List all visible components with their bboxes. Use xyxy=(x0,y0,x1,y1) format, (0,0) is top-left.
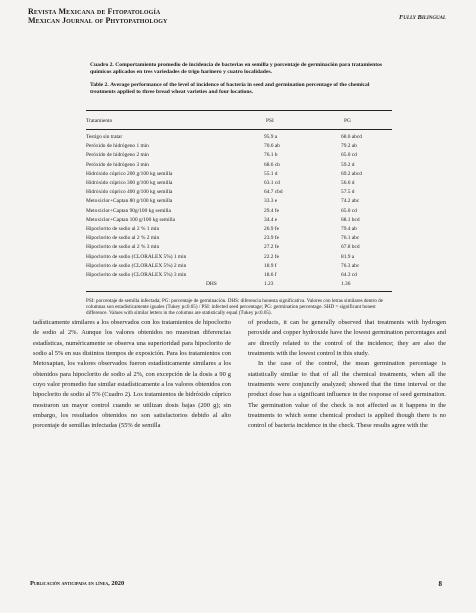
cell-psi: 26.9 fe xyxy=(264,226,279,232)
cell-psi: 33.3 e xyxy=(264,198,278,205)
cell-psi: 55.1 d xyxy=(264,170,278,177)
cell-treatment: Hidróxido cúprico 300 g/100 kg semilla xyxy=(86,180,173,186)
cell-treatment: Hidróxido cúprico 400 g/100 kg semilla xyxy=(86,189,173,196)
cell-pg: 57.5 d xyxy=(341,189,355,196)
cell-pg: 1.36 xyxy=(341,281,351,288)
cell-treatment: Peróxido de hidrógeno 3 min xyxy=(86,161,149,168)
running-head: Fully Bilingual xyxy=(398,14,446,21)
table-row xyxy=(86,254,392,261)
cell-pg: 81.9 a xyxy=(341,253,355,260)
cell-psi: 34.4 e xyxy=(264,216,278,223)
table-footnote xyxy=(86,298,394,316)
cell-treatment: Hipoclorito de sodio al 2 % 2 min xyxy=(86,235,160,242)
cell-pg: 68.6 abcd xyxy=(341,134,362,140)
cell-psi: 1.23 xyxy=(264,281,274,288)
table-row xyxy=(86,198,392,205)
cell-treatment: Hipoclorito de sodio (CLORALEX 5%) 1 min xyxy=(86,253,187,260)
table-row xyxy=(86,235,392,242)
table-header-row xyxy=(86,118,392,128)
table-row xyxy=(86,152,392,159)
cell-psi: 68.6 cb xyxy=(264,161,280,168)
cell-treatment: Hidróxido cúprico 200 g/100 kg semilla xyxy=(86,170,173,177)
table-row-dhs xyxy=(86,281,392,288)
cell-psi: 64.7 cbd xyxy=(264,189,283,196)
cell-pg: 69.2 abcd xyxy=(341,170,362,177)
table-caption-en xyxy=(90,82,390,95)
table-row xyxy=(86,162,392,169)
cell-psi: 18.6 f xyxy=(264,272,277,278)
journal-title-es: Revista Mexicana de Fitopatología xyxy=(28,7,161,16)
cell-treatment: Peróxido de hidrógeno 2 min xyxy=(86,152,149,159)
cell-pg: 68.1 bcd xyxy=(341,216,360,223)
cell-psi: 27.2 fe xyxy=(264,244,279,251)
cell-pg: 76.3 abc xyxy=(341,262,360,269)
table-row xyxy=(86,143,392,150)
footer-publication: Publicación anticipada en línea, 2020 xyxy=(30,580,125,587)
cell-treatment: Metoxiclor+Captan 80 g/100 kg semilla xyxy=(86,198,173,205)
footnote-es: PSI: porcentaje de semilla infectada; PG: porcentaje de germinación. DHS: diferencia honesta significativa. Valores con letras similares dentro de columnas son estadísticamente iguales (Tukey p≤0.05) xyxy=(86,298,383,311)
header-psi: PSI xyxy=(266,118,274,124)
cell-pg: 65.0 cd xyxy=(341,152,357,159)
cell-treatment: Hipoclorito de sodio (CLORALEX 5%) 3 min xyxy=(86,272,187,278)
cell-pg: 65.0 cd xyxy=(341,207,357,214)
journal-title-en: Mexican Journal of Phytopathology xyxy=(28,16,168,25)
body-column-left xyxy=(33,318,231,432)
journal-header xyxy=(28,7,167,25)
cell-treatment: Peróxido de hidrógeno 1 min xyxy=(86,143,149,150)
body-paragraph-right-2: In the case of the control, the mean germination percentage is statistically similar to that of all the chemical treatments, when all the treatments were conjunctly analyzed; showed that the time interval or the product dose has a significant influence in the response of seed germination. The germination value of the check is not affected as it happens in the treatments to which some chemical product is applied though there is no control of bacteria incidence in the check. These results agree with the xyxy=(248,360,446,430)
cell-psi: 23.9 fe xyxy=(264,235,279,242)
caption-label-es: Cuadro 2. xyxy=(90,62,114,68)
cell-treatment: Metoxiclor+Captan 90g/100 kg semilla xyxy=(86,207,171,214)
header-pg: PG xyxy=(344,118,351,124)
table-bottom-rule xyxy=(86,291,392,292)
caption-text-en: Average performance of the level of incidence of bacteria in seed and germination percentage of the chemical treatments applied to three bread wheat varieties and four locations. xyxy=(90,82,370,95)
cell-psi: 18.9 f xyxy=(264,262,277,269)
table-row xyxy=(86,189,392,196)
cell-psi: 70.6 ab xyxy=(264,143,280,150)
cell-pg: 56.6 d xyxy=(341,180,355,186)
cell-treatment: DHS xyxy=(206,281,217,288)
cell-pg: 64.3 cd xyxy=(341,272,357,278)
table-row xyxy=(86,208,392,215)
body-column-right xyxy=(248,318,446,432)
cell-pg: 67.8 bcd xyxy=(341,244,360,251)
cell-pg: 74.2 abc xyxy=(341,198,360,205)
body-paragraph-left: tadísticamente similares a los observados con los tratamientos de hipoclorito de sodio al 2%. Aunque los valores obtenidos no muestran diferencias estadísticas, numéricamente se observa una superioridad para hipoclorito de sodio al 5% en sus distintos tiempos de exposición. Para los tratamientos con Metoxaptan, los valores observados fueron estadísticamente similares a los obtenidos para hipoclorito de sodio al 2%, con excepción de la dosis a 90 g cuyo valor promedio fue similar estadísticamente a los valores obtenidos con hipoclorito de sodio al 5% (Cuadro 2). Los tratamientos de hidróxido cúprico mostraron un mayor control cuando se utilizan dosis bajas (200 g); sin embargo, los resultados obtenidos no son satisfactorios debido al alto porcentaje de semillas infectadas (55% de semilla xyxy=(33,319,231,430)
table-row xyxy=(86,272,392,279)
table-top-rule xyxy=(86,110,392,111)
cell-pg: 79.2 ab xyxy=(341,143,357,150)
cell-psi: 63.1 cd xyxy=(264,180,280,186)
cell-treatment: Hipoclorito de sodio (CLORALEX 5%) 2 min xyxy=(86,262,187,269)
cell-treatment: Metoxiclor+Captan 100 g/100 kg semilla xyxy=(86,216,175,223)
caption-text-es: Comportamiento promedio de incidencia de bacterias en semilla y porcentaje de germinación para tratamientos químicos aplicados en tres variedades de trigo harinero y cuatro localidades. xyxy=(90,62,383,75)
table-row xyxy=(86,180,392,187)
cell-treatment: Hipoclorito de sodio al 2 % 3 min xyxy=(86,244,160,251)
table-row xyxy=(86,263,392,270)
cell-treatment: Testigo sin tratar xyxy=(86,134,123,140)
page-number: 8 xyxy=(438,580,442,588)
footnote-en: / PSI: infected seed percentage; PG: germination percentage. SHD = significant honest difference. Values with similar letters in the columns are statistically equal (Tukey p≤0.05). xyxy=(86,304,376,317)
table-header-rule xyxy=(86,129,392,130)
cell-pg: 59.2 d xyxy=(341,161,355,168)
cell-psi: 29.4 fe xyxy=(264,207,279,214)
cell-pg: 79.4 ab xyxy=(341,226,357,232)
table-row xyxy=(86,171,392,178)
header-treatment: Tratamiento xyxy=(86,118,113,124)
cell-psi: 76.1 b xyxy=(264,152,278,159)
caption-label-en: Table 2. xyxy=(90,82,109,88)
table-caption-es xyxy=(90,62,390,75)
table-row xyxy=(86,226,392,233)
cell-pg: 76.1 abc xyxy=(341,235,360,242)
cell-treatment: Hipoclorito de sodio al 2 % 1 min xyxy=(86,226,160,232)
table-row xyxy=(86,134,392,141)
cell-psi: 95.9 a xyxy=(264,134,278,140)
table-row xyxy=(86,217,392,224)
cell-psi: 22.2 fe xyxy=(264,253,279,260)
table-row xyxy=(86,244,392,251)
body-paragraph-right-1: of products, it can be generally observed that treatments with hydrogen peroxide and copper hydroxide have the lowest germination percentages and are directly related to the control of the incidence; they are also the treatments with the lowest control in this study. xyxy=(248,319,446,358)
